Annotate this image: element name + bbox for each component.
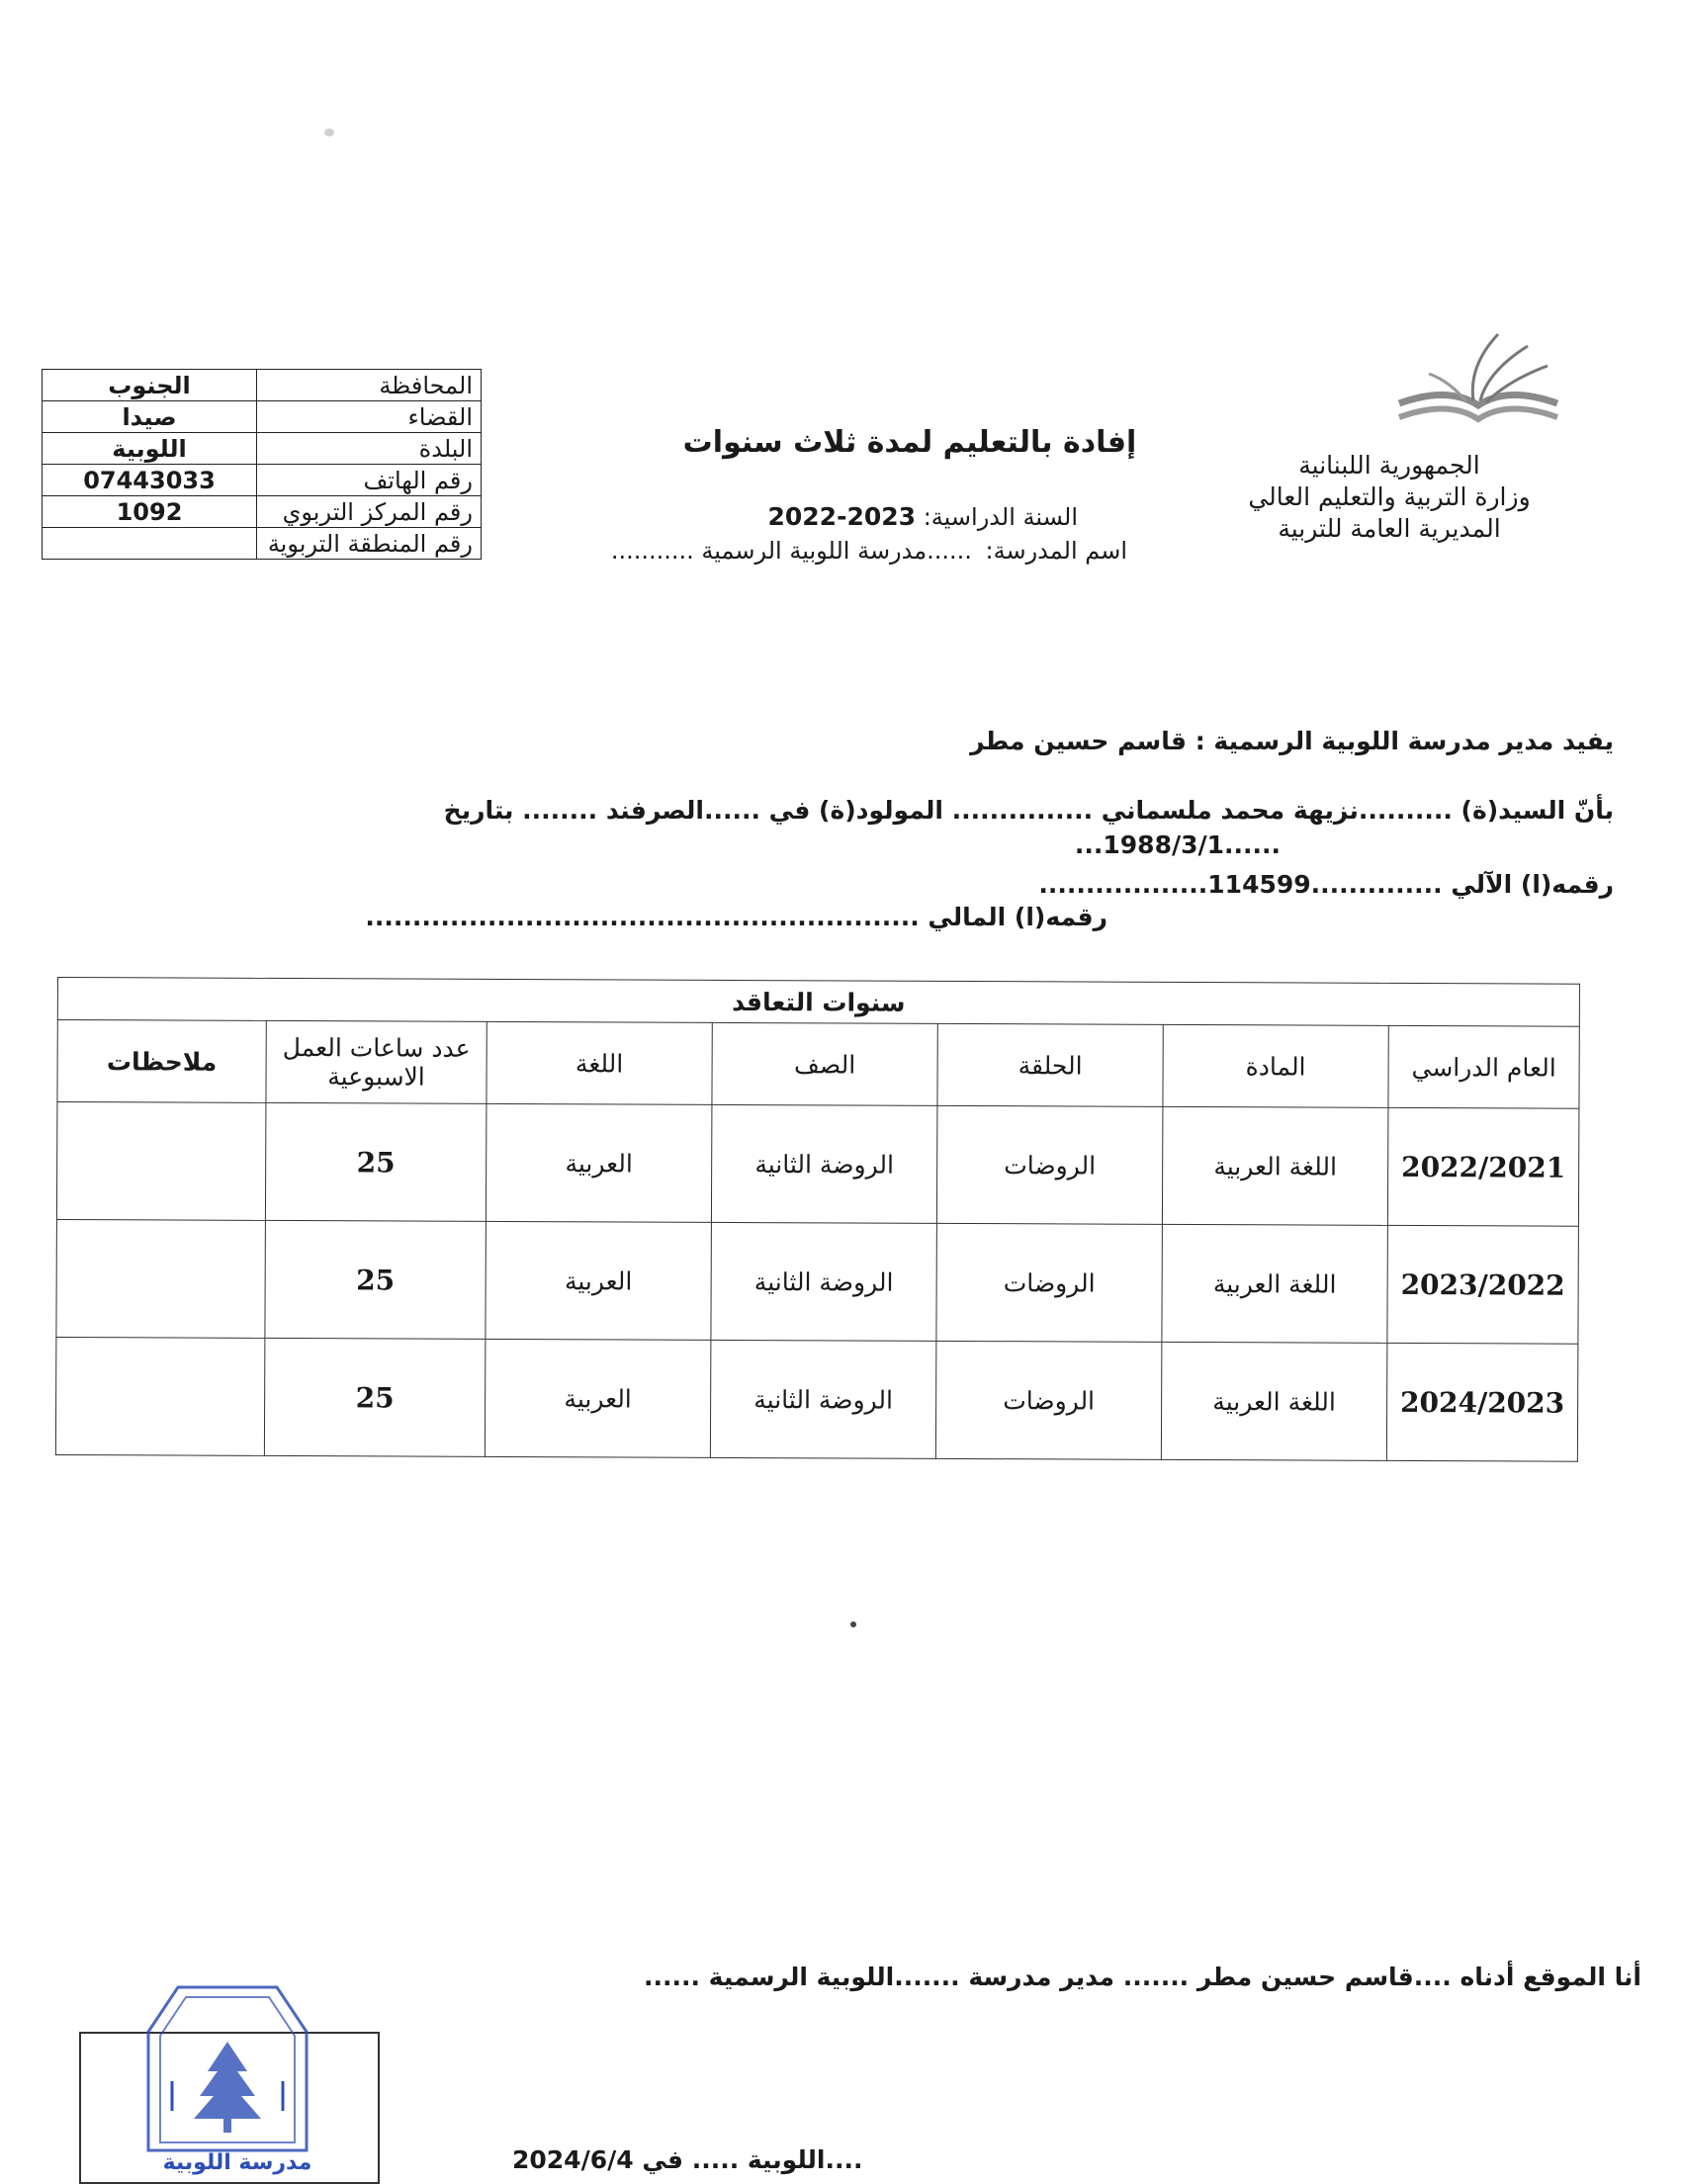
- table-caption: سنوات التعاقد: [57, 978, 1579, 1027]
- table-row: [56, 1219, 1579, 1344]
- cell-notes: [55, 1337, 265, 1455]
- academic-year-label: السنة الدراسية:: [923, 503, 1078, 531]
- cell-year: 2022/2021: [1387, 1107, 1579, 1226]
- ministry-line-ministry: وزارة التربية والتعليم العالي: [1248, 482, 1531, 511]
- ministry-line-directorate: المديرية العامة للتربية: [1278, 514, 1501, 543]
- school-name-value: ......مدرسة اللوبية الرسمية ...........: [610, 537, 972, 565]
- info-value: اللوبية: [43, 433, 257, 465]
- info-label: القضاء: [257, 401, 482, 433]
- table-row: [55, 1337, 1578, 1461]
- info-value: صيدا: [43, 401, 257, 433]
- column-header: المادة: [1163, 1024, 1388, 1107]
- column-header: اللغة: [487, 1021, 712, 1104]
- column-header: الحلقة: [937, 1023, 1163, 1106]
- school-name-line: [611, 537, 1127, 565]
- cell-hours: 25: [265, 1102, 487, 1221]
- place-and-date: ....اللوبية ..... في 2024/6/4: [512, 2145, 863, 2174]
- cell-cycle: الروضات: [935, 1341, 1162, 1459]
- cell-cycle: الروضات: [936, 1105, 1163, 1224]
- cell-year: 2024/2023: [1386, 1343, 1578, 1461]
- cell-language: العربية: [485, 1339, 711, 1457]
- school-stamp: [79, 1972, 376, 2175]
- financial-number-line: رقمه(ا) المالي ...........................................................: [365, 903, 1107, 931]
- info-row: [43, 433, 482, 465]
- cell-subject: اللغة العربية: [1162, 1224, 1388, 1343]
- cedar-stamp-icon: [109, 1972, 346, 2175]
- scan-speck: [324, 129, 334, 136]
- info-row: [43, 528, 482, 560]
- contract-years-table: [55, 977, 1580, 1462]
- info-value: الجنوب: [43, 370, 257, 401]
- document-title: إفادة بالتعليم لمدة ثلاث سنوات: [682, 425, 1137, 460]
- cell-hours: 25: [264, 1338, 486, 1456]
- academic-year-line: [768, 502, 1079, 531]
- cell-language: العربية: [486, 1103, 712, 1222]
- stamp-school-name: مدرسة اللوبية: [162, 2150, 312, 2175]
- column-header: عدد ساعات العمل الاسبوعية: [266, 1020, 487, 1103]
- info-label: المحافظة: [257, 370, 482, 401]
- birth-date: ...1988/3/1......: [1074, 830, 1281, 859]
- ministry-header: [1211, 450, 1567, 545]
- column-header: ملاحظات: [57, 1020, 266, 1103]
- cell-grade: الروضة الثانية: [711, 1222, 937, 1341]
- info-label: رقم الهاتف: [257, 465, 482, 496]
- automatic-number-line: رقمه(ا) الآلي ..............114599..................: [1038, 870, 1614, 899]
- cell-language: العربية: [486, 1221, 712, 1340]
- cell-subject: اللغة العربية: [1162, 1106, 1388, 1225]
- ministry-line-republic: الجمهورية اللبنانية: [1298, 451, 1480, 480]
- info-label: البلدة: [257, 433, 482, 465]
- info-row: [43, 496, 482, 528]
- ministry-logo-icon: [1389, 326, 1567, 435]
- cell-hours: 25: [265, 1220, 487, 1339]
- info-row: [43, 370, 482, 401]
- column-header: العام الدراسي: [1388, 1025, 1579, 1108]
- info-label: رقم المركز التربوي: [257, 496, 482, 528]
- column-header: الصف: [712, 1022, 937, 1105]
- cell-notes: [56, 1219, 266, 1338]
- info-row: [43, 401, 482, 433]
- school-name-label: اسم المدرسة:: [985, 537, 1127, 565]
- cell-grade: الروضة الثانية: [711, 1104, 937, 1223]
- info-label: رقم المنطقة التربوية: [257, 528, 482, 560]
- info-row: [43, 465, 482, 496]
- cell-notes: [56, 1102, 266, 1221]
- cell-cycle: الروضات: [936, 1223, 1163, 1342]
- director-statement: يفيد مدير مدرسة اللوبية الرسمية : قاسم حسين مطر: [970, 727, 1614, 755]
- cell-grade: الروضة الثانية: [710, 1340, 936, 1458]
- info-value: [43, 528, 257, 560]
- info-value: 1092: [43, 496, 257, 528]
- scan-speck: [850, 1621, 856, 1627]
- academic-year-value: 2023-2022: [767, 502, 917, 531]
- school-info-table: [42, 369, 482, 560]
- info-value: 07443033: [43, 465, 257, 496]
- person-statement: بأنّ السيد(ة) ..........نزيهة محمد ملسماني ............... المولود(ة) في ......الصرفند ........ بتاريخ: [443, 796, 1614, 825]
- signatory-statement: أنا الموقع أدناه ....قاسم حسين مطر ....... مدير مدرسة .......اللوبية الرسمية ......: [644, 1963, 1641, 1991]
- table-row: [56, 1102, 1579, 1227]
- cell-year: 2023/2022: [1387, 1225, 1579, 1344]
- cell-subject: اللغة العربية: [1161, 1342, 1387, 1460]
